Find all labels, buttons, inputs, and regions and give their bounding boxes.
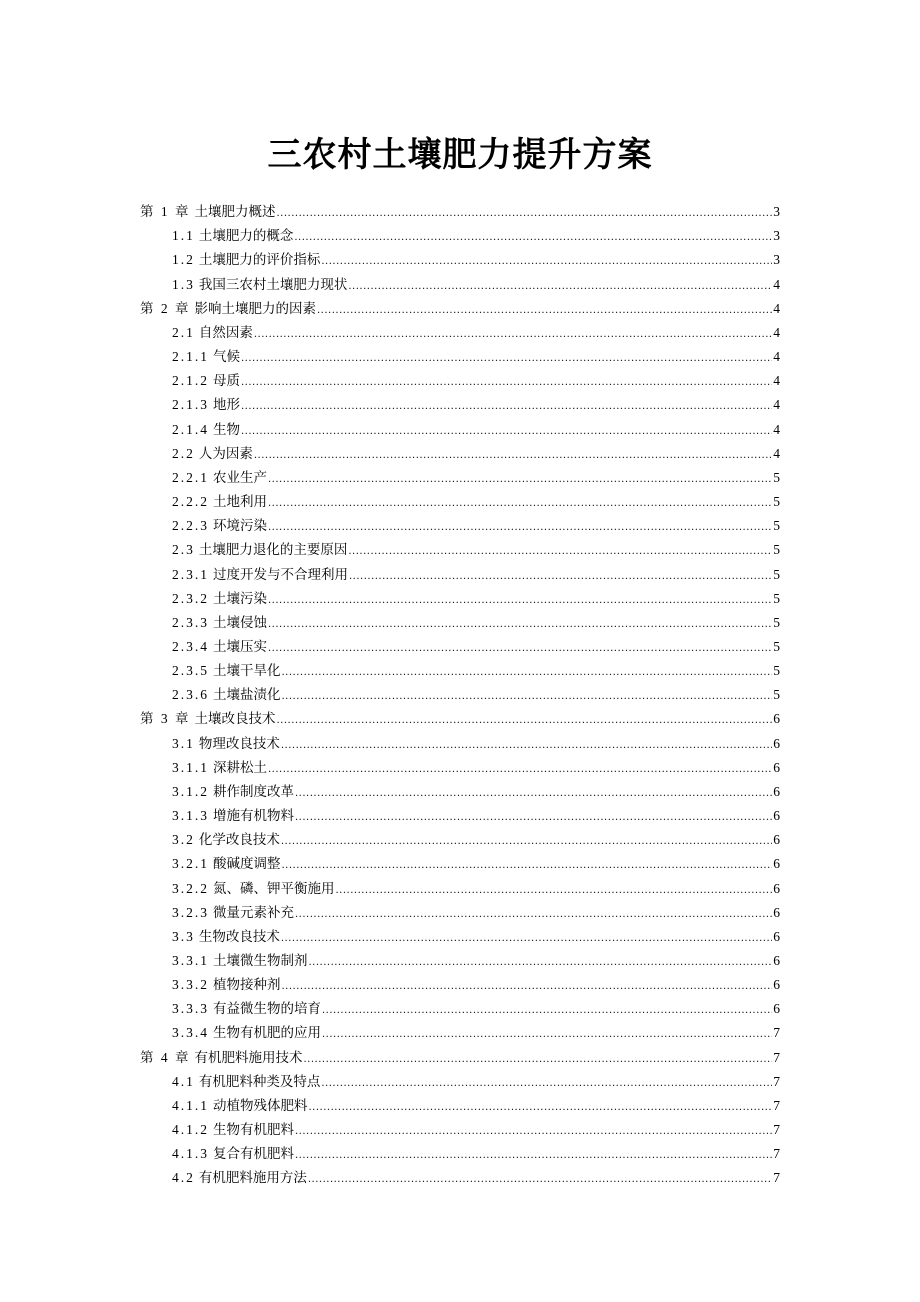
toc-section-entry[interactable] [140, 995, 780, 1019]
toc-page-number: 6 [773, 711, 780, 727]
toc-dot-leader [282, 859, 773, 873]
toc-dot-leader [322, 1004, 772, 1018]
toc-entry-number: 4.1.3 [172, 1146, 209, 1162]
toc-page-number: 5 [773, 542, 780, 558]
toc-dot-leader [268, 497, 772, 511]
toc-entry-title: 我国三农村土壤肥力现状 [198, 276, 348, 293]
toc-dot-leader [268, 594, 772, 608]
toc-dot-leader [308, 1173, 772, 1187]
toc-entry-title: 环境污染 [213, 518, 267, 535]
toc-section-entry[interactable] [140, 729, 780, 753]
toc-entry-title: 地形 [213, 397, 240, 414]
toc-section-entry[interactable] [140, 923, 780, 947]
toc-dot-leader [295, 787, 772, 801]
toc-section-entry[interactable] [140, 826, 780, 850]
toc-entry-number: 4.2 [172, 1170, 195, 1186]
toc-section-entry[interactable] [140, 874, 780, 898]
toc-page-number: 7 [773, 1097, 780, 1113]
toc-entry-title: 土壤侵蚀 [213, 614, 267, 631]
toc-entry-number: 1.1 [172, 228, 195, 244]
toc-entry-title: 生物有机肥料 [213, 1122, 294, 1139]
toc-chapter-entry[interactable] [140, 295, 780, 319]
toc-entry-title: 气候 [213, 349, 240, 366]
toc-entry-number: 2.3.5 [172, 663, 209, 679]
toc-entry-number: 4.1 [172, 1073, 195, 1089]
toc-entry-title: 生物 [213, 421, 240, 438]
toc-dot-leader [349, 570, 772, 584]
toc-dot-leader [317, 304, 772, 318]
toc-entry-title: 增施有机物料 [213, 808, 294, 825]
toc-entry-title: 土壤肥力的概念 [198, 228, 294, 245]
toc-chapter-entry[interactable] [140, 198, 780, 222]
toc-entry-number: 2.3.2 [172, 590, 209, 606]
toc-page-number: 5 [773, 614, 780, 630]
toc-section-entry[interactable] [140, 464, 780, 488]
toc-entry-number: 3.2.1 [172, 856, 209, 872]
toc-dot-leader [282, 666, 773, 680]
toc-entry-number: 2.3.3 [172, 614, 209, 630]
toc-page-number: 5 [773, 566, 780, 582]
toc-section-entry[interactable] [140, 778, 780, 802]
toc-page-number: 6 [773, 783, 780, 799]
toc-page-number: 7 [773, 1073, 780, 1089]
toc-page-number: 6 [773, 977, 780, 993]
toc-section-entry[interactable] [140, 754, 780, 778]
toc-page-number: 4 [773, 373, 780, 389]
toc-page-number: 6 [773, 735, 780, 751]
toc-page-number: 3 [773, 204, 780, 220]
toc-page-number: 3 [773, 228, 780, 244]
toc-dot-leader [321, 255, 772, 269]
toc-entry-title: 耕作制度改革 [213, 783, 294, 800]
toc-section-entry[interactable] [140, 1068, 780, 1092]
toc-entry-number: 2.3.1 [172, 566, 209, 582]
toc-section-entry[interactable] [140, 1116, 780, 1140]
toc-entry-number: 3.2.2 [172, 880, 209, 896]
toc-entry-title: 生物有机肥的应用 [213, 1025, 321, 1042]
toc-entry-number: 4.1.2 [172, 1122, 209, 1138]
toc-section-entry[interactable] [140, 609, 780, 633]
toc-entry-title: 土壤肥力退化的主要原因 [198, 542, 348, 559]
toc-section-entry[interactable] [140, 1019, 780, 1043]
toc-page-number: 5 [773, 687, 780, 703]
toc-entry-number: 2.3.6 [172, 687, 209, 703]
toc-entry-title: 母质 [213, 373, 240, 390]
toc-page-number: 3 [773, 252, 780, 268]
toc-dot-leader [321, 1077, 772, 1091]
toc-entry-title: 生物改良技术 [198, 928, 280, 945]
toc-dot-leader [241, 376, 772, 390]
toc-entry-number: 2.2.2 [172, 494, 209, 510]
toc-entry-number: 3.1.1 [172, 759, 209, 775]
toc-section-entry[interactable] [140, 657, 780, 681]
toc-page-number: 5 [773, 663, 780, 679]
toc-section-entry[interactable] [140, 391, 780, 415]
toc-entry-title: 土壤干旱化 [213, 663, 281, 680]
toc-dot-leader [282, 690, 773, 704]
toc-entry-title: 农业生产 [213, 469, 267, 486]
toc-entry-title: 土壤肥力的评价指标 [198, 252, 321, 269]
toc-dot-leader [281, 932, 772, 946]
toc-entry-number: 3.2.3 [172, 904, 209, 920]
toc-entry-number: 3.3.4 [172, 1025, 209, 1041]
toc-entry-number: 2.1.2 [172, 373, 209, 389]
toc-section-entry[interactable] [140, 947, 780, 971]
toc-dot-leader [336, 884, 773, 898]
toc-dot-leader [268, 763, 772, 777]
toc-dot-leader [295, 811, 772, 825]
toc-entry-title: 土壤肥力概述 [194, 204, 276, 221]
toc-section-entry[interactable] [140, 343, 780, 367]
toc-entry-title: 微量元素补充 [213, 904, 294, 921]
toc-entry-number: 3.1.3 [172, 808, 209, 824]
toc-section-entry[interactable] [140, 415, 780, 439]
toc-dot-leader [282, 980, 773, 994]
toc-section-entry[interactable] [140, 633, 780, 657]
toc-section-entry[interactable] [140, 319, 780, 343]
toc-dot-leader [268, 642, 772, 656]
toc-entry-title: 土壤微生物制剂 [213, 953, 308, 969]
toc-entry-number: 2.1.1 [172, 349, 209, 365]
toc-section-entry[interactable] [140, 585, 780, 609]
toc-section-entry[interactable] [140, 802, 780, 826]
toc-page-number: 6 [773, 928, 780, 944]
toc-dot-leader [241, 400, 772, 414]
toc-section-entry[interactable] [140, 246, 780, 270]
toc-entry-number: 第 1 章 [140, 204, 191, 220]
toc-entry-title: 物理改良技术 [198, 735, 280, 752]
toc-entry-title: 土壤盐渍化 [213, 687, 281, 704]
toc-page-number: 5 [773, 494, 780, 510]
toc-page-number: 6 [773, 832, 780, 848]
toc-dot-leader [281, 739, 772, 753]
toc-section-entry[interactable] [140, 536, 780, 560]
toc-entry-number: 2.2 [172, 445, 195, 461]
toc-entry-number: 2.3 [172, 542, 195, 558]
toc-page-number: 6 [773, 904, 780, 920]
toc-section-entry[interactable] [140, 367, 780, 391]
document-title: 三农村土壤肥力提升方案 [267, 135, 653, 175]
toc-page-number: 6 [773, 880, 780, 896]
toc-dot-leader [294, 231, 772, 245]
toc-entry-number: 3.3.1 [172, 953, 209, 968]
toc-page-number: 6 [773, 1001, 780, 1017]
toc-entry-title: 深耕松土 [213, 759, 267, 776]
toc-entry-title: 土地利用 [213, 494, 267, 511]
toc-page-number: 5 [773, 590, 780, 606]
toc-entry-title: 土壤改良技术 [194, 711, 276, 728]
toc-entry-number: 1.2 [172, 252, 195, 268]
toc-entry-title: 植物接种剂 [213, 977, 281, 994]
toc-entry-number: 1.3 [172, 276, 195, 292]
toc-entry-number: 2.2.1 [172, 469, 209, 485]
toc-page-number: 6 [773, 808, 780, 824]
toc-dot-leader [268, 521, 772, 535]
toc-chapter-entry[interactable] [140, 705, 780, 729]
toc-dot-leader [295, 1125, 772, 1139]
toc-page-number: 7 [773, 1122, 780, 1138]
toc-dot-leader [309, 1101, 773, 1115]
toc-entry-number: 2.1.4 [172, 421, 209, 437]
toc-entry-title: 人为因素 [198, 445, 253, 462]
toc-page-number: 4 [773, 421, 780, 437]
table-of-contents [140, 198, 780, 1188]
toc-entry-title: 有机肥料施用方法 [198, 1170, 307, 1187]
toc-dot-leader [281, 835, 772, 849]
toc-section-entry[interactable] [140, 222, 780, 246]
toc-entry-title: 有益微生物的培育 [213, 1001, 321, 1018]
toc-dot-leader [304, 1053, 773, 1067]
toc-dot-leader [277, 714, 773, 728]
toc-entry-title: 有机肥料种类及特点 [198, 1073, 321, 1090]
toc-entry-number: 第 3 章 [140, 711, 191, 727]
toc-page-number: 5 [773, 469, 780, 485]
toc-entry-title: 动植物残体肥料 [213, 1097, 308, 1114]
toc-section-entry[interactable] [140, 1092, 780, 1116]
toc-dot-leader [277, 207, 773, 221]
toc-entry-title: 有机肥料施用技术 [194, 1049, 303, 1066]
toc-page-number: 4 [773, 324, 780, 340]
toc-entry-number: 3.2 [172, 832, 195, 848]
toc-page-number: 5 [773, 638, 780, 654]
toc-entry-number: 3.1 [172, 735, 195, 751]
toc-entry-number: 3.1.2 [172, 783, 209, 799]
toc-section-entry[interactable] [140, 560, 780, 584]
toc-dot-leader [322, 1028, 772, 1042]
toc-dot-leader [348, 545, 772, 559]
toc-dot-leader [295, 1149, 772, 1163]
toc-entry-number: 2.3.4 [172, 638, 209, 654]
toc-page-number: 4 [773, 300, 780, 316]
toc-entry-number: 3.3 [172, 928, 195, 944]
toc-page-number: 7 [773, 1049, 780, 1065]
toc-entry-number: 2.2.3 [172, 518, 209, 534]
toc-dot-leader [268, 473, 772, 487]
toc-page-number: 4 [773, 445, 780, 461]
toc-entry-title: 化学改良技术 [198, 832, 280, 849]
toc-section-entry[interactable] [140, 488, 780, 512]
toc-page-number: 6 [773, 759, 780, 775]
toc-dot-leader [268, 618, 772, 632]
toc-section-entry[interactable] [140, 681, 780, 705]
toc-dot-leader [295, 908, 772, 922]
toc-entry-number: 2.1.3 [172, 397, 209, 413]
toc-entry-number: 第 4 章 [140, 1049, 191, 1065]
toc-entry-title: 土壤污染 [213, 590, 267, 607]
toc-entry-title: 影响土壤肥力的因素 [194, 300, 316, 317]
toc-dot-leader [241, 352, 772, 366]
toc-entry-title: 自然因素 [198, 324, 253, 341]
toc-page-number: 6 [773, 856, 780, 872]
toc-section-entry[interactable] [140, 971, 780, 995]
toc-entry-title: 氮、磷、钾平衡施用 [213, 880, 335, 897]
toc-entry-number: 3.3.3 [172, 1001, 209, 1017]
toc-page-number: 7 [773, 1146, 780, 1162]
toc-entry-title: 土壤压实 [213, 638, 267, 655]
toc-page-number: 5 [773, 518, 780, 534]
toc-section-entry[interactable] [140, 512, 780, 536]
toc-dot-leader [254, 328, 772, 342]
toc-section-entry[interactable] [140, 850, 780, 874]
toc-entry-number: 4.1.1 [172, 1097, 209, 1113]
toc-entry-title: 酸碱度调整 [213, 856, 281, 873]
toc-entry-title: 复合有机肥料 [213, 1146, 294, 1163]
toc-dot-leader [348, 280, 772, 294]
toc-section-entry[interactable] [140, 270, 780, 294]
toc-dot-leader [241, 425, 772, 439]
toc-dot-leader [254, 449, 772, 463]
toc-page-number: 4 [773, 276, 780, 292]
toc-page-number: 7 [773, 1025, 780, 1041]
toc-entry-number: 2.1 [172, 324, 195, 340]
toc-page-number: 4 [773, 349, 780, 365]
toc-page-number: 6 [773, 953, 780, 968]
toc-entry-number: 3.3.2 [172, 977, 209, 993]
toc-section-entry[interactable] [140, 440, 780, 464]
toc-dot-leader [309, 956, 773, 970]
toc-entry-number: 第 2 章 [140, 300, 191, 316]
toc-entry-title: 过度开发与不合理利用 [213, 566, 348, 583]
toc-section-entry[interactable] [140, 899, 780, 923]
toc-chapter-entry[interactable] [140, 1043, 780, 1067]
toc-page-number: 4 [773, 397, 780, 413]
toc-section-entry[interactable] [140, 1140, 780, 1164]
toc-section-entry[interactable] [140, 1164, 780, 1188]
toc-page-number: 7 [773, 1170, 780, 1186]
